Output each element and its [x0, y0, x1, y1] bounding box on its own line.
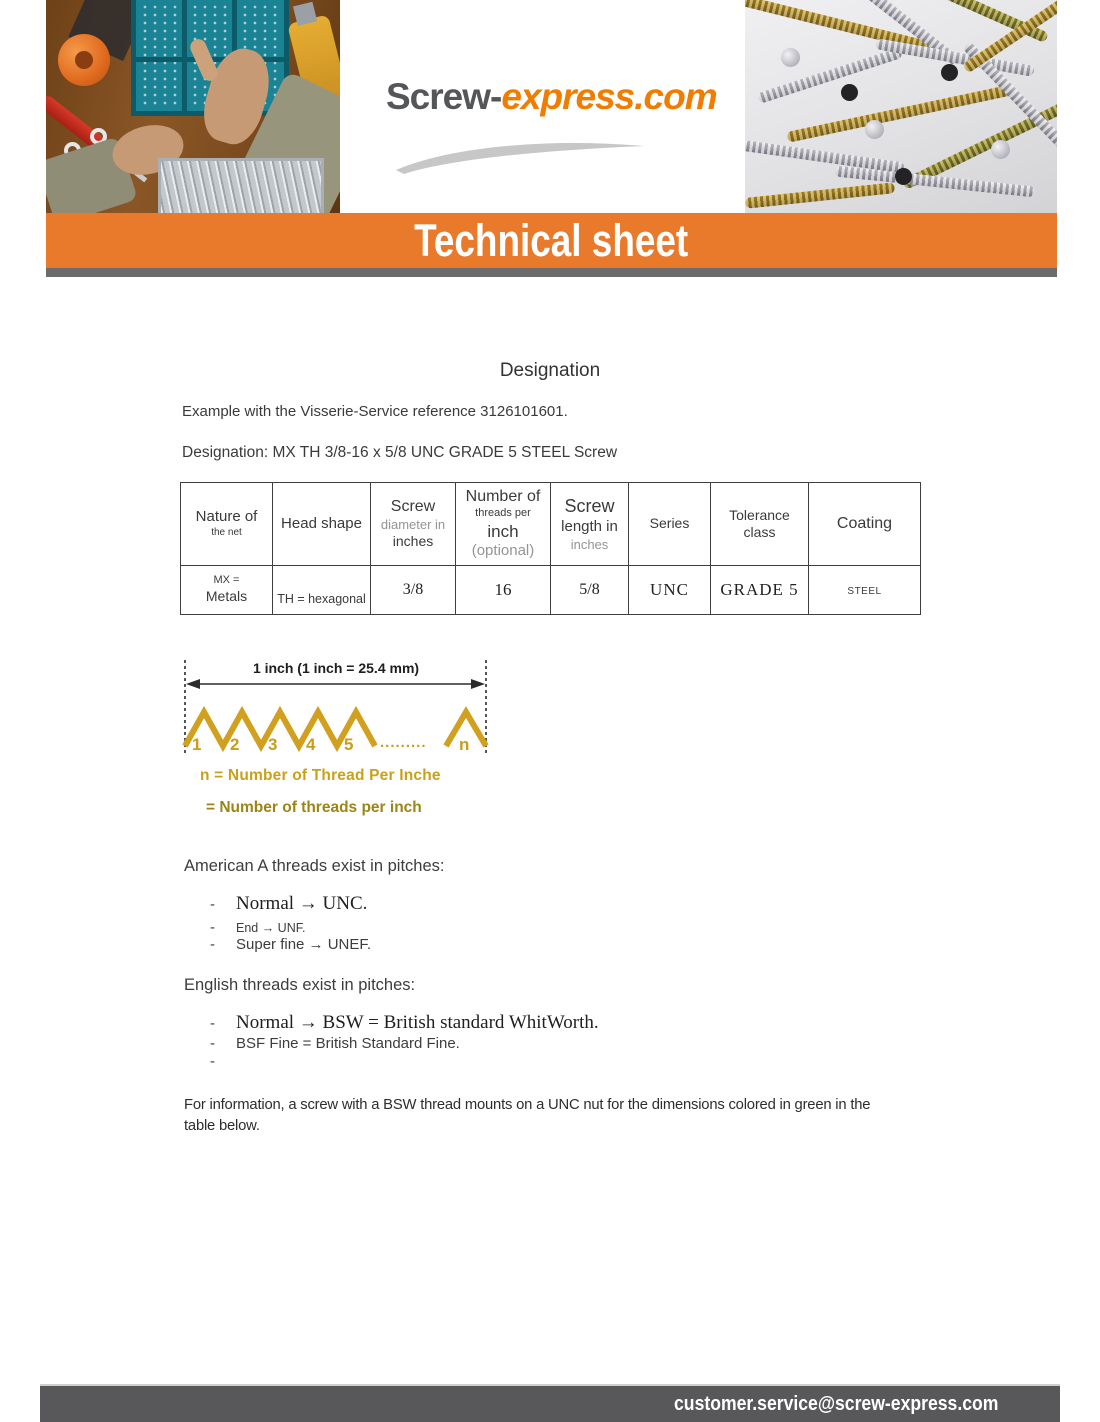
bullet-dash: -: [210, 1053, 215, 1070]
brand-logo: [386, 76, 717, 118]
col-head-shape: [273, 483, 371, 566]
screw-shape: [745, 182, 895, 209]
cell-value: UNC: [650, 580, 689, 599]
col-label: Screw: [564, 496, 615, 517]
table-header-row: [181, 483, 921, 566]
diagram-caption-2: = Number of threads per inch: [206, 799, 422, 816]
inch-dimension-label: 1 inch (1 inch = 25.4 mm): [252, 660, 420, 676]
thread-n-label: n: [459, 735, 470, 754]
col-label: Number of: [465, 488, 541, 506]
tape-hub: [75, 51, 93, 69]
col-sublabel: inches: [392, 533, 434, 550]
screw-shape: [786, 84, 1013, 143]
pitch-text: End → UNF.: [236, 921, 306, 935]
example-line: Example with the Visserie-Service reference 3126101601.: [182, 403, 568, 420]
screw-head-shape: [991, 140, 1010, 159]
cell-value: STEEL: [847, 586, 882, 597]
pitch-item: [210, 1012, 599, 1034]
screw-shape: [757, 47, 903, 104]
cell-value: 3/8: [402, 581, 424, 598]
screw-pile-photo: [745, 0, 1057, 213]
screw-head-shape: [841, 84, 858, 101]
cell-nature: [181, 566, 273, 615]
col-label: Coating: [836, 515, 893, 532]
footer-bar: [40, 1384, 1060, 1422]
thread-diagram: [178, 658, 494, 758]
cell-value: GRADE 5: [720, 580, 799, 599]
logo-part2: express.com: [501, 76, 717, 117]
pitch-text: BSF Fine = British Standard Fine.: [236, 1035, 460, 1052]
diagram-caption-1: n = Number of Thread Per Inche: [200, 767, 441, 784]
information-note: For information, a screw with a BSW thread mounts on a UNC nut for the dimensions colored in green in the table below.: [184, 1097, 871, 1134]
banner-title: Technical sheet: [414, 214, 689, 266]
screw-head-shape: [941, 64, 958, 81]
col-sublabel: (optional): [471, 542, 535, 560]
cell-value: Metals: [205, 588, 248, 605]
col-series: [629, 483, 711, 566]
english-heading: English threads exist in pitches:: [184, 976, 416, 994]
col-label: Nature of: [195, 508, 258, 526]
cell-value: 16: [494, 580, 512, 599]
bullet-dash: -: [210, 1035, 215, 1052]
col-sublabel: threads per: [475, 507, 531, 520]
arrowhead-left: [186, 679, 200, 689]
cell-coating: [809, 566, 921, 615]
col-length: [551, 483, 629, 566]
american-heading: American A threads exist in pitches:: [184, 857, 445, 875]
thread-number: 2: [230, 735, 240, 754]
bullet-dash: -: [210, 1015, 215, 1032]
cell-threads: [456, 566, 551, 615]
col-tolerance: [711, 483, 809, 566]
pitch-text: Normal → UNC.: [236, 893, 368, 914]
bullet-dash: -: [210, 896, 215, 913]
screw-head-shape: [865, 120, 884, 139]
pitch-item: [210, 893, 367, 915]
table-data-row: [181, 566, 921, 615]
thread-number: 1: [192, 735, 202, 754]
tape-measure-shape: [58, 34, 110, 86]
col-sublabel: inches: [570, 536, 609, 552]
col-sublabel: length in: [561, 517, 618, 535]
col-sublabel: inch: [487, 521, 519, 541]
screw-head-shape: [895, 168, 912, 185]
cell-tolerance: [711, 566, 809, 615]
designation-table: [180, 482, 921, 615]
col-sublabel: class: [743, 524, 776, 540]
cell-value: MX =: [213, 574, 240, 587]
pitch-text: Normal → BSW = British standard WhitWorth.: [236, 1012, 599, 1033]
col-label: Series: [649, 515, 690, 532]
col-label: Head shape: [281, 514, 362, 532]
col-diameter: [371, 483, 456, 566]
pitch-item: [210, 1053, 236, 1070]
logo-part1: Screw-: [386, 76, 502, 117]
bullet-dash: -: [210, 936, 215, 953]
designation-line: Designation: MX TH 3/8-16 x 5/8 UNC GRADE 5 STEEL Screw: [182, 444, 618, 461]
bullet-dash: -: [210, 919, 215, 936]
drill-chuck: [293, 2, 317, 26]
title-banner: [46, 213, 1057, 268]
box-divider: [182, 0, 187, 111]
col-sublabel: the net: [211, 527, 242, 539]
arrowhead-right: [471, 679, 485, 689]
col-threads-per-inch: [456, 483, 551, 566]
col-nature: [181, 483, 273, 566]
pitch-text: Super fine → UNEF.: [236, 936, 372, 953]
cell-length: [551, 566, 629, 615]
col-label: Tolerance: [729, 506, 790, 523]
col-sublabel: diameter in: [380, 517, 446, 533]
logo-swoosh: [392, 136, 672, 178]
workbench-photo: [46, 0, 340, 213]
logo-area: [340, 0, 745, 213]
thread-number: 5: [344, 735, 354, 754]
cell-head-shape: [273, 566, 371, 615]
parts-box-shape: [158, 158, 324, 213]
pitch-item: [210, 919, 305, 936]
screw-head-shape: [781, 48, 800, 67]
pitch-item: [210, 1035, 460, 1052]
col-coating: [809, 483, 921, 566]
cell-diameter: [371, 566, 456, 615]
cell-value: 5/8: [579, 581, 600, 598]
pitch-item: [210, 936, 371, 953]
col-label: Screw: [390, 498, 436, 516]
thread-number: 3: [268, 735, 278, 754]
thread-dots: .........: [380, 734, 427, 751]
cell-value: TH = hexagonal: [277, 592, 366, 606]
section-title: Designation: [499, 360, 601, 381]
contact-email: customer.service@screw-express.com: [674, 1393, 999, 1415]
banner-underline: [46, 268, 1057, 277]
screw-shape: [745, 138, 905, 174]
cell-series: [629, 566, 711, 615]
thread-number: 4: [306, 735, 316, 754]
